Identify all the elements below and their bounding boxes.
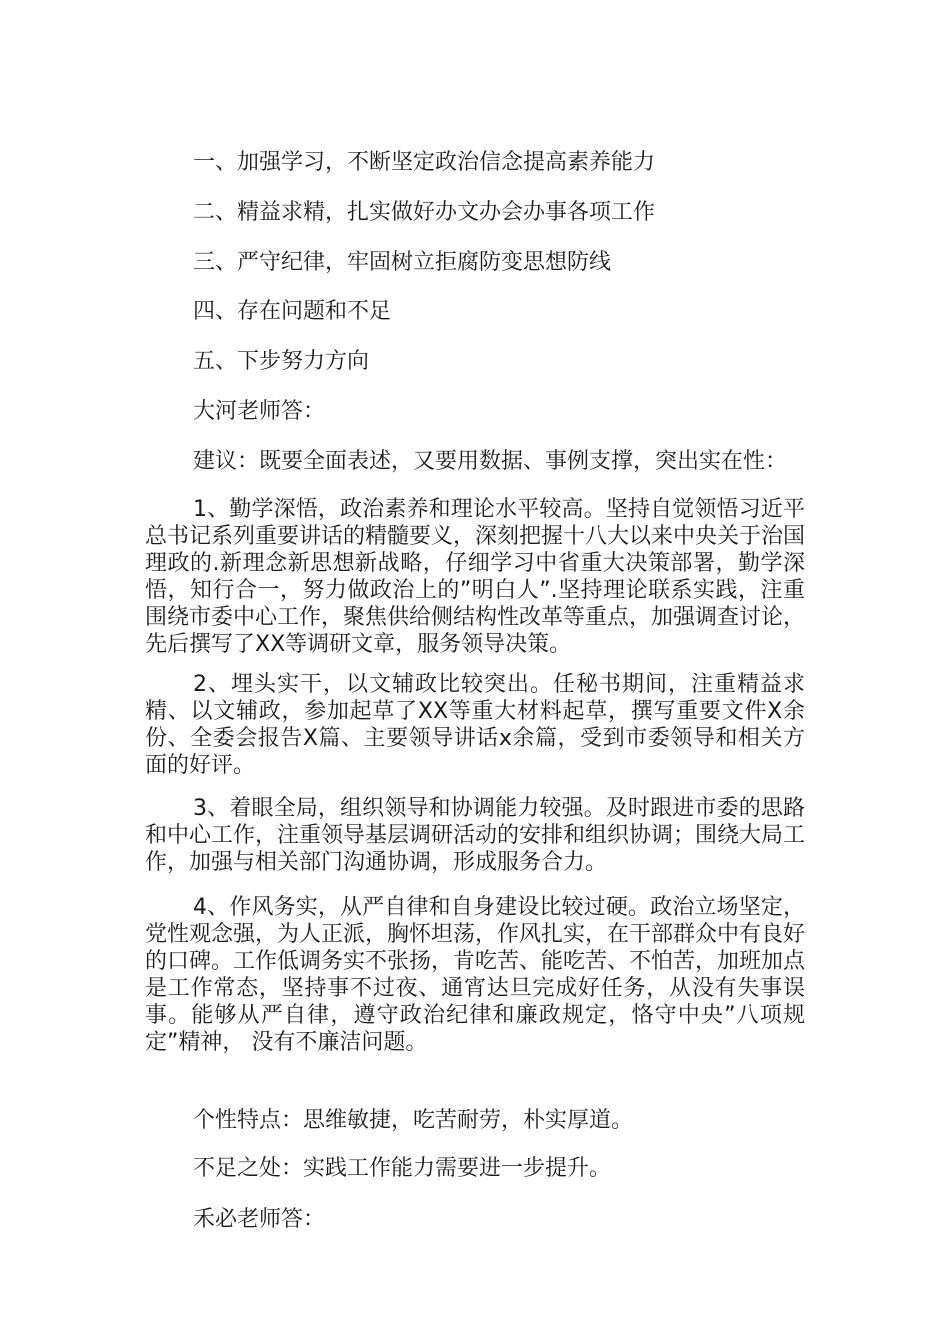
point-2-paragraph: 2、埋头实干，以文辅政比较突出。任秘书期间，注重精益求精、以文辅政，参加起草了XX等重大材料起草，撰写重要文件X余份、全委会报告X篇、主要领导讲话x余篇，受到市委领导和相关方面的好评。 [145, 672, 805, 778]
heading-1: 一、加强学习，不断坚定政治信念提高素养能力 [193, 150, 656, 175]
heading-5: 五、下步努力方向 [193, 349, 370, 374]
suggestion-line: 建议：既要全面表述，又要用数据、事例支撑，突出实在性： [193, 449, 788, 474]
point-1-paragraph: 1、勤学深悟，政治素养和理论水平较高。坚持自觉领悟习近平总书记系列重要讲话的精髓要义，深刻把握十八大以来中央关于治国理政的.新理念新思想新战略，仔细学习中省重大决策部署，勤学深悟，知行合一，努力做政治上的”明白人”.坚持理论联系实践，注重围绕市委中心工作，聚焦供给侧结构性改革等重点，加强调查讨论，先后撰写了XX等调研文章，服务领导决策。 [145, 497, 806, 657]
personality-line: 个性特点：思维敏捷，吃苦耐劳，朴实厚道。 [193, 1108, 634, 1133]
heading-4: 四、存在问题和不足 [193, 299, 392, 324]
heading-2: 二、精益求精，扎实做好办文办会办事各项工作 [193, 200, 656, 225]
heading-3: 三、严守纪律，牢固树立拒腐防变思想防线 [193, 250, 612, 275]
point-4-paragraph: 4、作风务实，从严自律和自身建设比较过硬。政治立场坚定，党性观念强，为人正派，胸怀坦荡，作风扎实，在干部群众中有良好的口碑。工作低调务实不张扬，肯吃苦、能吃苦、不怕苦，加班加点是工作常态，坚持事不过夜、通宵达旦完成好任务，从没有失事误事。能够从严自律，遵守政治纪律和廉政规定，恪守中央”八项规定”精神， 没有不廉洁问题。 [145, 895, 806, 1055]
point-3-paragraph: 3、着眼全局，组织领导和协调能力较强。及时跟进市委的思路和中心工作，注重领导基层调研活动的安排和组织协调；围绕大局工作，加强与相关部门沟通协调，形成服务合力。 [145, 796, 806, 875]
shortcoming-line: 不足之处：实践工作能力需要进一步提升。 [193, 1156, 612, 1181]
answer-label-dahe: 大河老师答： [193, 399, 326, 424]
answer-label-hebi: 禾必老师答： [193, 1207, 326, 1232]
